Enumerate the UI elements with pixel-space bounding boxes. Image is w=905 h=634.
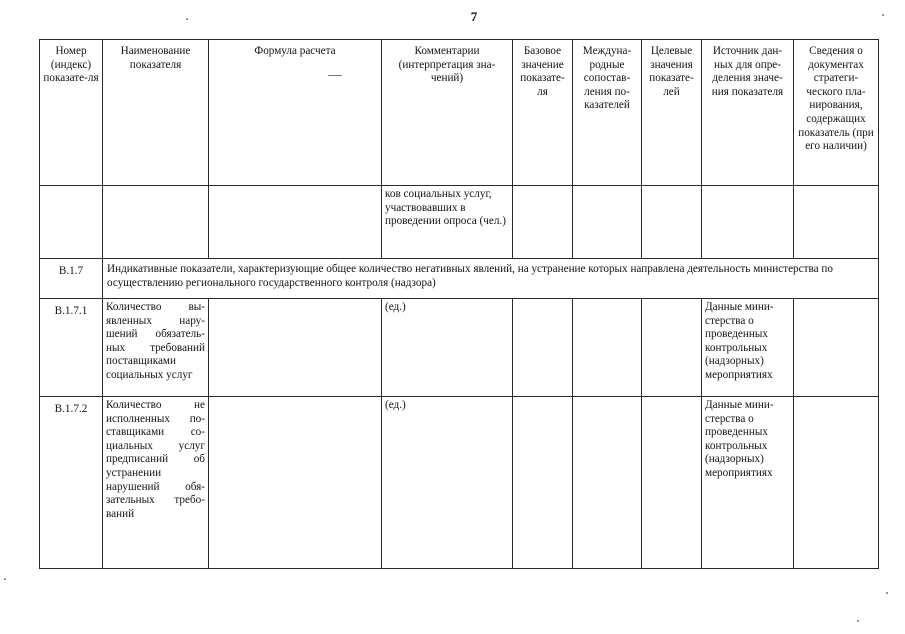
cell-empty xyxy=(513,299,573,397)
header-cell-international: Междуна-родные сопостав-ления по-казателей xyxy=(573,40,642,186)
scan-speck xyxy=(186,18,188,20)
row-number: В.1.7.1 xyxy=(40,299,103,397)
section-title: Индикативные показатели, характеризующие общее количество негативных явлений, на устранение которых направлена деятельность министерства по осуществлению регионального государственного контроля (надзора) xyxy=(103,259,879,299)
cell-empty xyxy=(642,397,702,569)
row-comment: (ед.) xyxy=(382,397,513,569)
cell-empty xyxy=(103,186,209,259)
header-row xyxy=(40,40,879,186)
scan-speck xyxy=(882,14,884,16)
row-source: Данные мини-стерства о проведенных контрольных (надзорных) мероприятиях xyxy=(702,397,794,569)
page-number: 7 xyxy=(470,9,478,24)
header-cell-formula: Формула расчета xyxy=(209,40,382,186)
scan-speck xyxy=(4,578,6,580)
cell-empty xyxy=(794,299,879,397)
cell-empty xyxy=(642,186,702,259)
row-comment: (ед.) xyxy=(382,299,513,397)
scan-speck xyxy=(886,592,888,594)
cell-empty xyxy=(702,186,794,259)
section-row xyxy=(40,259,879,299)
continuation-comment: ков социальных услуг, участвовавших в проведении опроса (чел.) xyxy=(382,186,513,259)
cell-empty xyxy=(40,186,103,259)
cell-empty xyxy=(573,397,642,569)
table-row xyxy=(40,397,879,569)
section-number: В.1.7 xyxy=(40,259,103,299)
row-source: Данные мини-стерства о проведенных контрольных (надзорных) мероприятиях xyxy=(702,299,794,397)
row-name: Количество вы-явленных нару-шений обязатель-ных требований поставщиками социальных услуг xyxy=(103,299,209,397)
cell-empty xyxy=(794,397,879,569)
scan-speck xyxy=(857,620,859,622)
cell-empty xyxy=(513,186,573,259)
scan-speck xyxy=(328,75,342,76)
cell-empty xyxy=(209,186,382,259)
header-cell-number: Номер (индекс) показате-ля xyxy=(40,40,103,186)
row-number: В.1.7.2 xyxy=(40,397,103,569)
indicators-table xyxy=(39,39,879,569)
cell-empty xyxy=(573,186,642,259)
header-cell-name: Наименование показателя xyxy=(103,40,209,186)
cell-empty xyxy=(794,186,879,259)
header-cell-documents: Сведения о документах стратеги-ческого пла-нирования, содержащих показатель (при его наличии) xyxy=(794,40,879,186)
cell-empty xyxy=(573,299,642,397)
row-formula xyxy=(209,397,382,569)
row-name: Количество не исполненных по-ставщиками со-циальных услуг предписаний об устранении нарушений обя-зательных требо-ваний xyxy=(103,397,209,569)
cell-empty xyxy=(642,299,702,397)
header-cell-comment: Комментарии (интерпретация зна-чений) xyxy=(382,40,513,186)
row-formula xyxy=(209,299,382,397)
header-cell-source: Источник дан-ных для опре-деления значе-ния показателя xyxy=(702,40,794,186)
cell-empty xyxy=(513,397,573,569)
continuation-row xyxy=(40,186,879,259)
header-cell-base-value: Базовое значение показате-ля xyxy=(513,40,573,186)
header-cell-target: Целевые значения показате-лей xyxy=(642,40,702,186)
table-row xyxy=(40,299,879,397)
